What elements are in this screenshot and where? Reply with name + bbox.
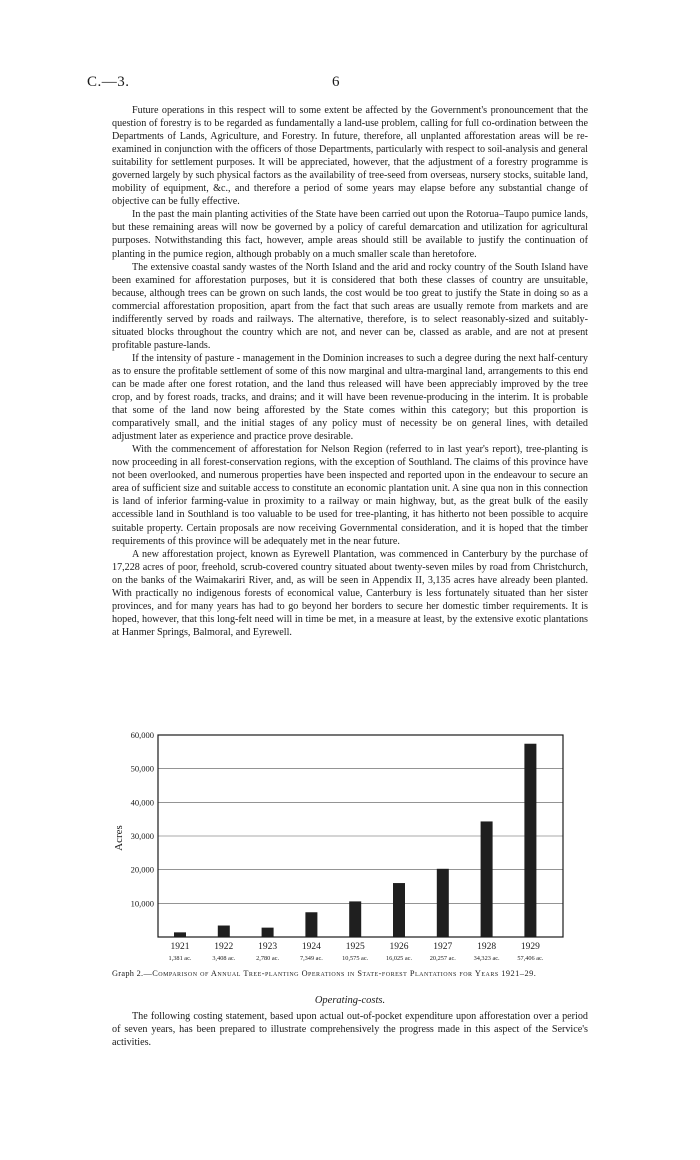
bar-1927 [437,869,449,937]
value-label: 1,381 ac. [168,955,192,962]
caption-label: Graph 2. [112,969,144,978]
section-heading: Operating-costs. [314,995,386,1006]
planting-bar-chart [100,730,600,965]
x-tick-label: 1921 [170,942,190,952]
bar-1925 [349,901,361,937]
y-tick-label: 20,000 [130,864,154,875]
body-text [112,104,588,639]
paragraph: Future operations in this respect will to some extent be affected by the Government's pronouncement that the question of forestry is to be regarded as fundamentally a land-use problem, calling for full co-ordination between the Departments of Lands, Agriculture, and Forestry. In future, therefore, all unplanted afforestation areas will be re-examined in conjunction with the officers of those Departments, particularly with respect to soil-analysis and general suitability for settlement purposes. It will be appreciated, however, that the adjustment of a forestry programme is governed largely by such physical factors as the availability of tree-seed from overseas, nursery stocks, suitable land, mobility of equipment, &c., and therefore a period of some years may elapse before any substantial change of objective can be fully effective. [112,105,588,208]
y-tick-label: 30,000 [130,831,154,841]
x-tick-label: 1926 [389,942,409,952]
x-tick-label: 1927 [433,942,453,952]
bar-1922 [218,926,230,937]
chart-caption [112,969,612,978]
y-tick-label: 10,000 [130,898,154,909]
value-label: 3,408 ac. [212,955,236,962]
page-number: 6 [332,74,340,90]
value-label: 7,349 ac. [299,955,323,962]
paragraph: The following costing statement, based upon actual out-of-pocket expenditure upon afforestation over a period of seven years, has been prepared to illustrate comprehensively the progress made in this aspect of the Service's activities. [112,1011,588,1049]
x-tick-label: 1928 [477,942,497,952]
value-label: 2,780 ac. [256,955,280,962]
value-label: 34,323 ac. [473,955,500,962]
bar-1923 [262,928,274,937]
y-axis-label: Acres [113,825,125,851]
paragraph: With the commencement of afforestation for Nelson Region (referred to in last year's report), tree-planting is now proceeding in all forest-conservation regions, with the exception of Southland. The claims of this province have not been overlooked, and numerous properties have been inspected and reported upon in the endeavour to secure an area of sufficient size and suitable access to constitute an economic plantation unit. A sine qua non in this connection is land of inferior farming-value in proximity to a railway or main highway, but, as the great bulk of the easily accessible land in Southland is too valuable to be used for tree-planting, it has hitherto not been possible to acquire suitable property. Certain proposals are now receiving Governmental consideration, and it is hoped that the timber requirements of this province will be adequately met in the near future. [112,444,588,547]
x-tick-label: 1923 [258,942,278,952]
paragraph: A new afforestation project, known as Eyrewell Plantation, was commenced in Canterbury by the purchase of 17,228 acres of poor, freehold, scrub-covered country situated about twenty-seven miles by road from Christchurch, on the banks of the Waimakariri River, and, as will be seen in Appendix II, 3,135 acres have already been planted. With practically no indigenous forests of economical value, Canterbury is less fortunately situated than her sister provinces, and for many years has had to go beyond her borders to secure her domestic timber requirements. It is hoped, however, that this long-felt need will in time be met, in a measure at least, by the extensive exotic plantations at Hanmer Springs, Balmoral, and Eyrewell. [112,548,588,638]
y-tick-label: 60,000 [130,730,154,740]
y-tick-label: 50,000 [130,763,154,774]
value-label: 16,025 ac. [385,955,413,962]
x-tick-label: 1924 [301,942,321,952]
caption-text: —Comparison of Annual Tree-planting Operations in State-forest Plantations for Years 1921–29. [143,969,537,978]
bar-1924 [305,912,317,937]
value-label: 10,575 ac. [342,955,369,962]
paragraph: The extensive coastal sandy wastes of the North Island and the arid and rocky country of the South Island have been examined for afforestation purposes, but it is considered that both these classes of country are unsuitable, because, although trees can be grown on such lands, the cost would be too great to justify the State in doing so as a commercial afforestation proposition, apart from the fact that such areas are usually remote from markets and are indifferently served by roads and railways. The alternative, therefore, is to select reasonably-sized and suitably-situated blocks throughout the country which are not, and never can be, classed as arable, and are not at present profitable pasture-lands. [112,261,588,351]
bar-1921 [174,932,186,937]
closing-text [112,1010,588,1049]
y-tick-label: 40,000 [130,797,154,808]
paragraph: If the intensity of pasture - management in the Dominion increases to such a degree during the next half-century as to ensure the profitable settlement of some of this now marginal and ultra-marginal land, arrangements to this end can be made after one forest rotation, and the land thus released will have been appreciably improved by the tree crop, and by forest roads, tracks, and drains; and it will have been revenue-producing in the interim. It is probable that some of the land now being afforested by the State comes within this category; but this proportion is comparatively small, and the initial stages of any policy must of necessity be on general lines, with detailed adjustment later as experience and practice prove desirable. [112,352,588,443]
value-label: 20,257 ac. [429,955,456,962]
bar-1926 [393,883,405,937]
paragraph: In the past the main planting activities of the State have been carried out upon the Rotorua–Taupo pumice lands, but these remaining areas will now be governed by a policy of careful demarcation and utilization for agricultural purposes. Notwithstanding this fact, however, ample areas should still be available to justify the continuation of planting in the pumice region, although probably on a much smaller scale than heretofore. [112,209,588,260]
document-code: C.—3. [87,74,130,90]
bar-1928 [481,821,493,937]
bar-1929 [524,744,536,937]
x-tick-label: 1925 [345,942,365,952]
x-tick-label: 1929 [520,942,540,952]
x-tick-label: 1922 [214,942,234,952]
value-label: 57,406 ac. [517,955,544,962]
